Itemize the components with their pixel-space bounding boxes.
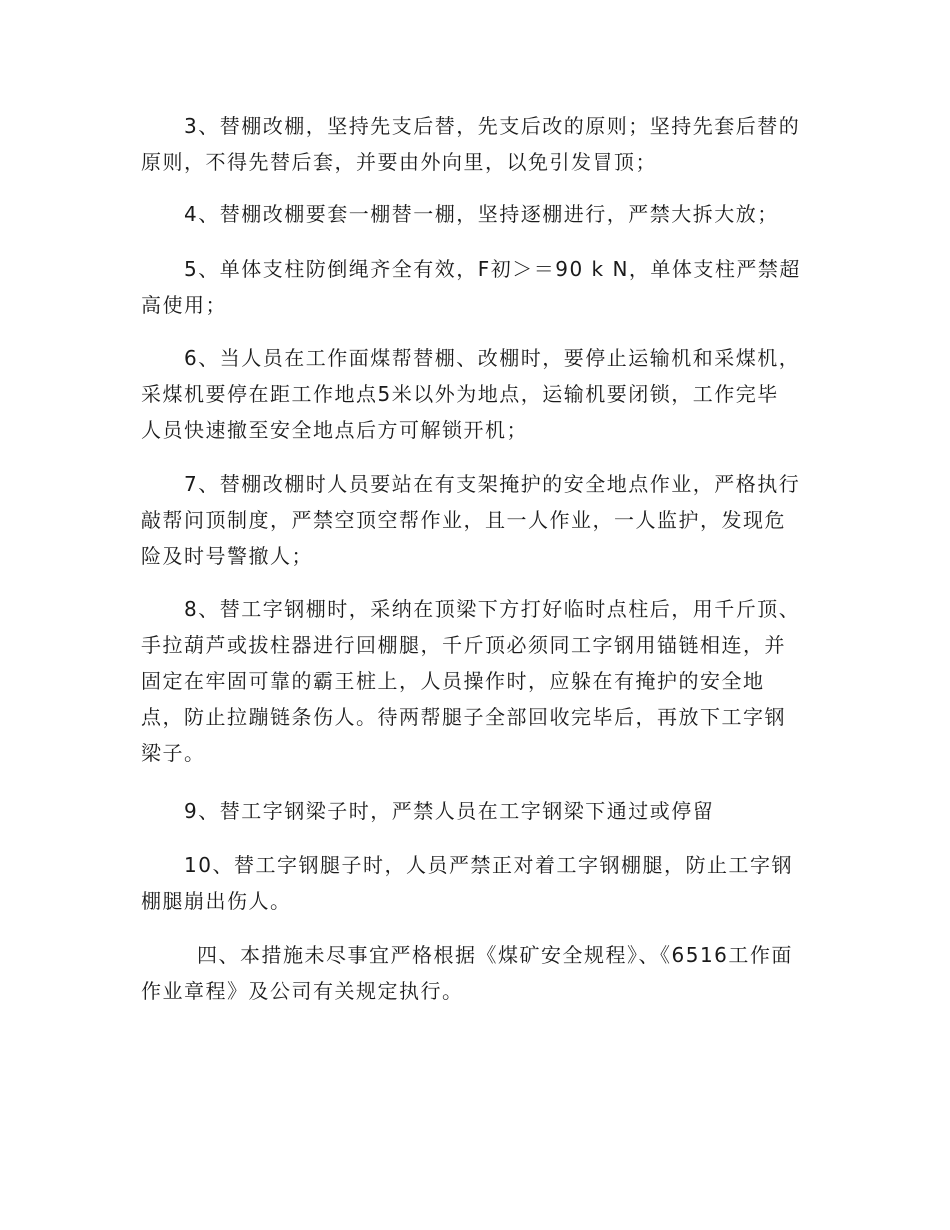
paragraph-line: 点，防止拉蹦链条伤人。待两帮腿子全部回收完毕后，再放下工字钢 — [141, 705, 786, 729]
paragraph-4 — [141, 196, 821, 232]
paragraph-line: 险及时号警撤人； — [141, 544, 313, 568]
paragraph-line: 高使用； — [141, 293, 227, 317]
paragraph-9 — [141, 793, 821, 829]
paragraph-line: 8、替工字钢棚时，采纳在顶梁下方打好临时点柱后，用千斤顶、 — [184, 597, 801, 621]
paragraph-6 — [141, 340, 821, 448]
paragraph-line: 采煤机要停在距工作地点5米以外为地点，运输机要闭锁，工作完毕 — [141, 382, 779, 406]
paragraph-line: 5、单体支柱防倒绳齐全有效，F初＞＝90 k N，单体支柱严禁超 — [184, 257, 801, 281]
paragraph-line: 6、当人员在工作面煤帮替棚、改棚时，要停止运输机和采煤机， — [184, 346, 801, 370]
paragraph-line: 9、替工字钢梁子时，严禁人员在工字钢梁下通过或停留 — [184, 799, 715, 823]
paragraph-3 — [141, 108, 821, 180]
paragraph-line: 7、替棚改棚时人员要站在有支架掩护的安全地点作业，严格执行 — [184, 472, 801, 496]
paragraph-line: 梁子。 — [141, 741, 206, 765]
paragraph-line: 敲帮问顶制度，严禁空顶空帮作业，且一人作业，一人监护，发现危 — [141, 508, 786, 532]
paragraph-line: 10、替工字钢腿子时，人员严禁正对着工字钢棚腿，防止工字钢 — [184, 853, 793, 877]
paragraph-line: 人员快速撤至安全地点后方可解锁开机； — [141, 418, 528, 442]
paragraph-line: 手拉葫芦或拔柱器进行回棚腿，千斤顶必须同工字钢用锚链相连，并 — [141, 633, 786, 657]
paragraph-line: 作业章程》及公司有关规定执行。 — [141, 979, 464, 1003]
paragraph-line: 4、替棚改棚要套一棚替一棚，坚持逐棚进行，严禁大拆大放； — [184, 202, 779, 226]
paragraph-line: 四、本措施未尽事宜严格根据《煤矿安全规程》、《6516工作面 — [197, 943, 793, 967]
paragraph-line: 原则，不得先替后套，并要由外向里，以免引发冒顶； — [141, 150, 657, 174]
paragraph-10 — [141, 847, 821, 919]
paragraph-line: 3、替棚改棚，坚持先支后替，先支后改的原则；坚持先套后替的 — [184, 114, 801, 138]
paragraph-8 — [141, 591, 821, 771]
paragraph-7 — [141, 466, 821, 574]
paragraph-line: 棚腿崩出伤人。 — [141, 889, 292, 913]
paragraph-line: 固定在牢固可靠的霸王桩上，人员操作时，应躲在有掩护的安全地 — [141, 669, 765, 693]
section-four — [141, 937, 821, 1009]
paragraph-5 — [141, 251, 821, 323]
